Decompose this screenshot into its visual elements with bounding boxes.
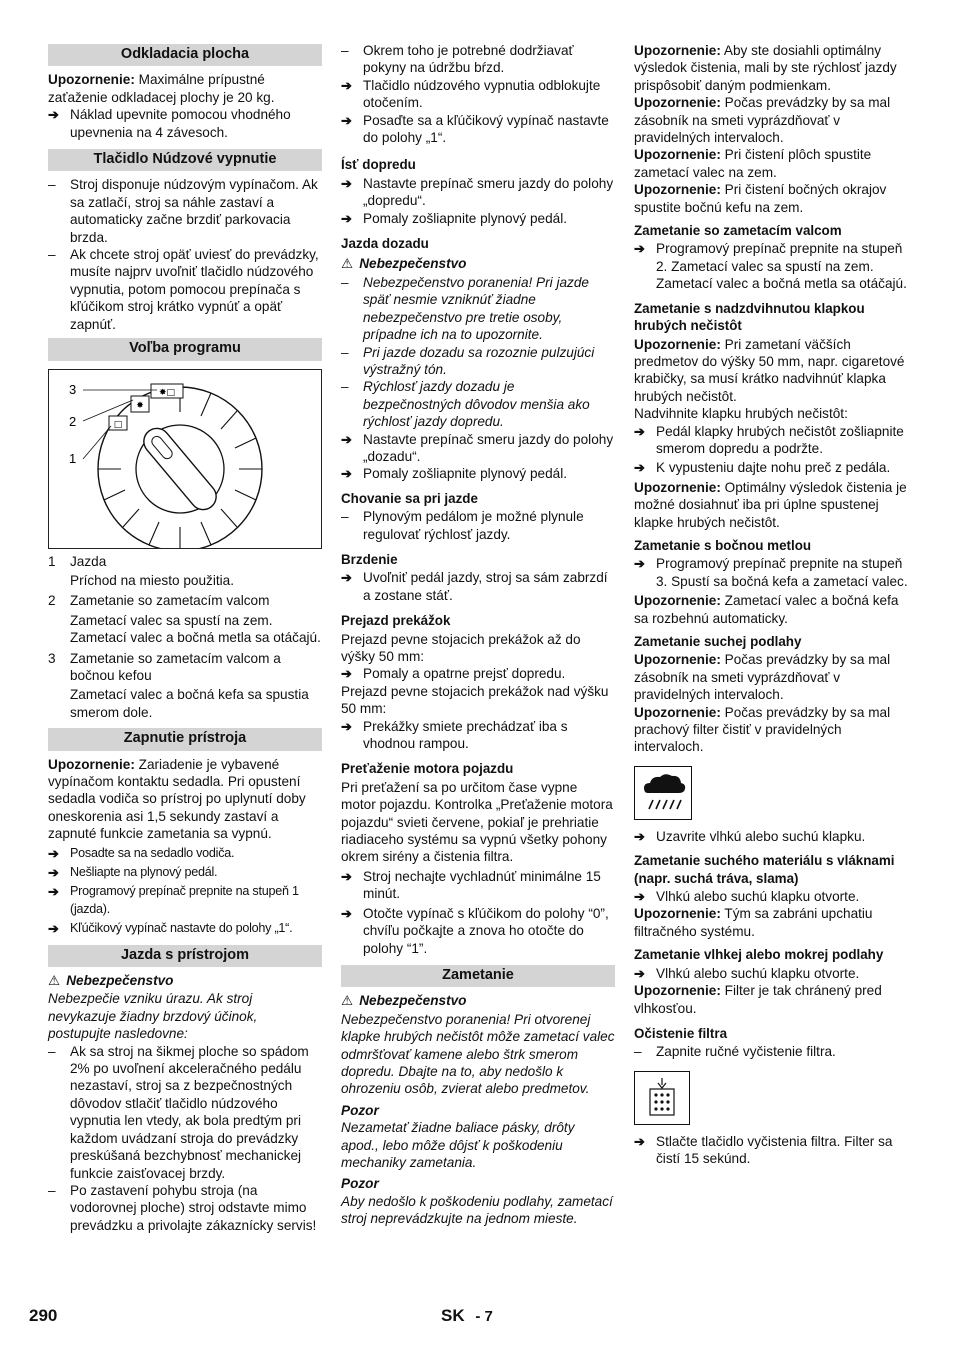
warning-heading: ⚠ Nebezpečenstvo [48,973,174,989]
note: Upozornenie: Zametací valec a bočná kefa sa rozbehnú automaticky. [634,593,899,626]
warning-icon: ⚠ [48,973,61,989]
list-item: – Ak chcete stroj opäť uviesť do prevádzky, musíte najprv uvoľniť tlačidlo núdzového vypnutia, potom pomocou prepínača s kľúčikom stroj krátko vypnúť a opäť zapnúť. [48,246,322,333]
instruction: ➔ Posaďte sa a kľúčikový vypínač nastavte do polohy „1“. [341,112,615,147]
numbered-item: 2 Zametanie so zametacím valcom Zametací valec sa spustí na zem. Zametací valec a bočná metla sa otáčajú. [48,593,321,646]
instruction: ➔ Uvoľniť pedál jazdy, stroj sa sám zabrzdí a zostane stáť. [341,569,615,604]
subheading: Zametanie suchej podlahy [634,634,802,649]
column-right [634,42,908,1168]
note: Upozornenie: Optimálny výsledok čistenia je možné dosiahnuť iba pri úplne spustenej klapke hrubých nečistôt. [634,479,907,530]
instruction: ➔ Posadte sa na sedadlo vodiča. [48,845,322,862]
subheading: Zametanie s bočnou metlou [634,537,812,553]
section-title: Voľba programu [48,338,322,360]
list-item: – Okrem toho je potrebné dodržiavať pokyny na údržbu bŕzd. [341,42,615,77]
instruction: ➔ Uzavrite vlhkú alebo suchú klapku. [634,828,908,845]
subheading: Jazda dozadu [341,236,429,252]
column-left [48,42,322,1234]
instruction: ➔ Pomaly a opatrne prejsť dopredu. [341,665,615,682]
caution-text: Nezametať žiadne baliace pásky, drôty apod., lebo môže dôjsť k poškodeniu mechaniky zametania. [341,1120,575,1170]
instruction: ➔ Vlhkú alebo suchú klapku otvorte. [634,888,908,905]
section-title: Odkladacia plocha [48,44,322,66]
svg-text:✸□: ✸□ [158,387,176,398]
instruction: ➔ Programový prepínač prepnite na stupeň 2. Zametací valec sa spustí na zem. Zametací valec a bočná metla sa otáčajú. [634,240,908,292]
instruction: ➔ Nastavte prepínač smeru jazdy do polohy „dopredu“. [341,175,615,210]
note: Upozornenie: Zariadenie je vybavené vypínačom kontaktu sedadla. Pri opustení sedadla vodiča so prístroj po uplynutí doby oneskorenia asi 1,5 sekundy zastaví a zapnuté funkcie zametania sa vypnú. [48,756,306,842]
footer-language [441,1306,493,1326]
list-item: – Zapnite ručné vyčistenie filtra. [634,1043,908,1060]
column-middle [341,42,615,1228]
numbered-item: 3 Zametanie so zametacím valcom a bočnou kefou Zametací valec a bočná kefa sa spustia smerom dole. [48,650,309,720]
figure-label: 2 [69,413,77,429]
caution-heading: Pozor [341,1176,379,1192]
note: Upozornenie: Počas prevádzky by sa mal zásobník na smeti vyprázdňovať v pravidelných intervaloch. [634,652,891,703]
subheading: Ísť dopredu [341,157,416,173]
figure-label: 1 [69,450,77,466]
note: Upozornenie: Pri zametaní väčších predmetov do výšky 50 mm, napr. cigaretové krabičky, sa musí krátko nadvihnúť klapka hrubých nečistôt. [634,336,905,404]
instruction: ➔ Programový prepínač prepnite na stupeň 3. Spustí sa bočná kefa a zametací valec. [634,555,908,590]
list-item: – Pri jazde dozadu sa rozoznie pulzujúci výstražný tón. [341,344,615,379]
instruction: ➔ Pomaly zošliapnite plynový pedál. [341,465,615,482]
subheading: Zametanie suchého materiálu s vláknami (napr. suchá tráva, slama) [634,853,895,886]
warning-icon: ⚠ [341,993,354,1009]
instruction: ➔ Stlačte tlačidlo vyčistenia filtra. Filter sa čistí 15 sekúnd. [634,1133,908,1168]
subheading: Brzdenie [341,551,398,567]
language-code: SK [441,1306,465,1325]
note: Upozornenie: Maximálne prípustné zaťaženie odkladacej plochy je 20 kg. [48,72,275,105]
note: Upozornenie: Aby ste dosiahli optimálny výsledok čistenia, mali by ste rýchlosť jazdy prispôsobiť daným podmienkam. [634,43,897,93]
note: Upozornenie: Počas prevádzky by sa mal zásobník na smeti vyprázdňovať v pravidelných intervaloch. [634,95,891,146]
instruction: ➔ Stroj nechajte vychladnúť minimálne 15 minút. [341,868,615,903]
subheading: Zametanie so zametacím valcom [634,223,842,239]
instruction: ➔ Náklad upevnite pomocou vhodného upevnenia na 4 závesoch. [48,106,322,141]
svg-text:□: □ [113,419,123,430]
figure-label: 3 [69,381,77,397]
list-item: – Ak sa stroj na šikmej ploche so spádom 2% po uvoľnení akceleračného pedálu nezastaví, stroj sa z bezpečnostných dôvodov stlačiť tlačidlo núdzového vypnutia len vtedy, ak bola predtým pri každom uvádzaní stroja do prevádzky preskúšaná bezchybnosť mechanickej funkcie zaisťovacej brzdy. [48,1043,322,1182]
subheading: Chovanie sa pri jazde [341,490,478,506]
note: Upozornenie: Filter je tak chránený pred vlhkosťou. [634,983,882,1016]
paragraph: Prejazd pevne stojacich prekážok až do výšky 50 mm: [341,631,581,664]
instruction: ➔ Nastavte prepínač smeru jazdy do polohy „dozadu“. [341,431,615,466]
instruction: ➔ Prekážky smiete prechádzať iba s vhodnou rampou. [341,718,615,753]
instruction: ➔ K vypusteniu dajte nohu preč z pedála. [634,459,908,476]
subheading: Prejazd prekážok [341,613,451,629]
section-title: Tlačidlo Núdzové vypnutie [48,149,322,171]
dry-flap-icon [634,766,692,820]
warning-text: Nebezpečie vzniku úrazu. Ak stroj nevykazuje žiadny brzdový účinok, postupujte nasledovne: [48,991,258,1042]
note: Upozornenie: Počas prevádzky by sa mal prachový filter čistiť v pravidelných intervaloch. [634,704,891,755]
paragraph: Pri preťažení sa po určitom čase vypne motor pojazdu. Kontrolka „Preťaženie motora pojazdu“ svieti červene, pokiaľ je prehriatie riadiaceho systému sa vypnú všetky pohony okrem sirény a čistenia filtra. [341,779,613,865]
instruction: ➔ Programový prepínač prepnite na stupeň 1 (jazda). [48,883,322,918]
instruction: ➔ Pedál klapky hrubých nečistôt zošliapnite smerom dopredu a podržte. [634,423,908,458]
list-item: – Stroj disponuje núdzovým vypínačom. Ak sa zatlačí, stroj sa náhle zastaví a automaticky začne brzdiť parkovacia brzda. [48,176,322,246]
instruction: ➔ Pomaly zošliapnite plynový pedál. [341,210,615,227]
page-suffix: - 7 [475,1308,493,1325]
filter-cleaning-icon [634,1071,690,1125]
caution-text: Aby nedošlo k poškodeniu podlahy, zametací stroj neprevádzkujte na jednom mieste. [341,1193,613,1227]
note: Upozornenie: Tým sa zabráni upchatiu filtračného systému. [634,906,873,939]
note: Upozornenie: Pri čistení bočných okrajov spustite bočnú kefu na zem. [634,182,887,215]
warning-icon: ⚠ [341,256,354,272]
section-title: Zapnutie prístroja [48,728,322,750]
instruction: ➔ Otočte vypínač s kľúčikom do polohy “0”, chvíľu počkajte a znova ho otočte do polohy “1”. [341,905,615,957]
numbered-item: 1 Jazda Príchod na miesto použitia. [48,553,234,588]
subheading: Očistenie filtra [634,1025,728,1041]
list-item: – Po zastavení pohybu stroja (na vodorovnej ploche) stroj odstavte mimo prevádzku a privolajte zákaznícky servis! [48,1182,322,1234]
warning-heading: ⚠ Nebezpečenstvo [341,993,467,1009]
instruction: ➔ Nešliapte na plynový pedál. [48,864,322,881]
list-item: – Rýchlosť jazdy dozadu je bezpečnostných dôvodov menšia ako rýchlosť jazdy dopredu. [341,378,615,430]
note: Upozornenie: Pri čistení plôch spustite zametací valec na zem. [634,147,872,180]
section-title: Jazda s prístrojom [48,945,322,967]
instruction: ➔ Kľúčikový vypínač nastavte do polohy „1“. [48,920,322,937]
paragraph: Nadvihnite klapku hrubých nečistôt: [634,406,848,422]
subheading: Preťaženie motora pojazdu [341,761,514,777]
svg-text:✸: ✸ [136,400,144,411]
warning-text: Nebezpečenstvo poranenia! Pri otvorenej klapke hrubých nečistôt môže zametací valec odmršťovať kamene alebo štrk smerom dopredu. Dbajte na to, aby nedošlo k ohrozeniu osôb, zvierat alebo predmetov. [341,1011,615,1097]
subheading: Zametanie vlhkej alebo mokrej podlahy [634,947,884,963]
warning-heading: ⚠ Nebezpečenstvo [341,256,467,272]
instruction: ➔ Vlhkú alebo suchú klapku otvorte. [634,965,908,982]
list-item: – Plynovým pedálom je možné plynule regulovať rýchlosť jazdy. [341,508,615,543]
program-selector-figure [48,369,322,549]
paragraph: Prejazd pevne stojacich prekážok nad výšku 50 mm: [341,683,609,717]
subheading: Zametanie s nadzdvihnutou klapkou hrubých nečistôt [634,300,865,334]
page-number: 290 [29,1306,58,1325]
section-title: Zametanie [341,965,615,987]
instruction: ➔ Tlačidlo núdzového vypnutia odblokujte otočením. [341,77,615,112]
caution-heading: Pozor [341,1102,379,1118]
program-dial-illustration [49,370,321,548]
list-item: – Nebezpečenstvo poranenia! Pri jazde späť nesmie vzniknúť žiadne nebezpečenstvo pre tretie osoby, prípadne ich na to upozornite. [341,274,615,344]
